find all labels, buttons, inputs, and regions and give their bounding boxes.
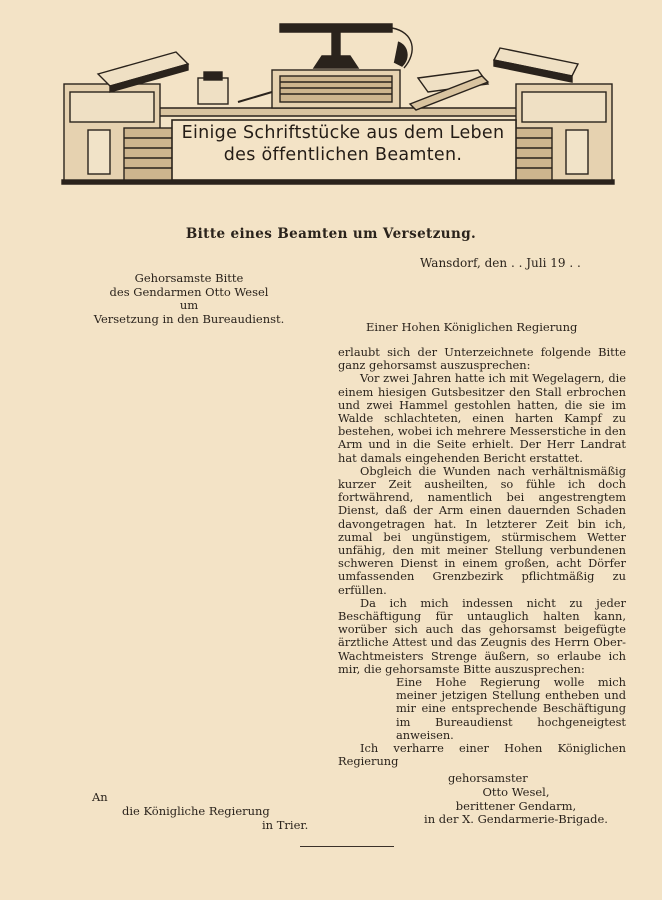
signature-block (400, 786, 632, 827)
signature-line: in der X. Gendarmerie-Brigade. (424, 812, 608, 826)
recipient-block (92, 790, 322, 832)
dateline: Wansdorf, den . . Juli 19 . . (420, 256, 581, 270)
recipient-line: die Königliche Regierung (122, 804, 270, 818)
petition-heading-line: Gehorsamste Bitte (134, 271, 244, 285)
petition-heading-line: Versetzung in den Bureaudienst. (93, 311, 285, 326)
body-paragraph: erlaubt sich der Unterzeichnete folgende Bitte ganz gehorsamst auszusprechen: (338, 345, 626, 373)
petition-heading-line: um (179, 298, 199, 312)
signature-line: Otto Wesel, (482, 785, 550, 799)
petition-heading (84, 272, 294, 326)
addressee-salutation: Einer Hohen Königlichen Regierung (366, 320, 578, 334)
header-title (172, 122, 514, 178)
letter-body (338, 346, 626, 785)
body-paragraph: Vor zwei Jahren hatte ich mit Wegelagern, die einem hiesigen Gutsbesitzer den Stall erbrochen und zwei Hammel gestohlen hatten, die sie im Walde schlachteten, einen harten Kampf zu bestehen, wobei ich mehrere Messerstiche in den Arm und in die Seite erhielt. Der Herr Landrat hat damals eingehenden Bericht erstattet. (338, 371, 626, 465)
body-paragraph: Obgleich die Wunden nach verhältnismäßig kurzer Zeit ausheilten, so fühle ich doch fortwährend, namentlich bei angestrengtem Dienst, daß der Arm einen dauernden Schaden davongetragen hat. In letzterer Zeit bin ich, zumal bei ungünstigem, stürmischem Wetter unfähig, den mit meiner Stellung verbundenen schweren Dienst in einem großen, acht Dörfer umfassenden Grenzbezirk pflichtmäßig zu erfüllen. (338, 463, 626, 597)
document-title: Bitte eines Beamten um Versetzung. (185, 226, 477, 242)
body-paragraph: Da ich mich indessen nicht zu jeder Beschäftigung für untauglich halten kann, worüber sich auch das gehorsamst beigefügte ärztliche Attest und das Zeugnis des Herrn Ober-Wachtmeisters Strenge äußern, so erlaube ich mir, die gehorsamste Bitte auszusprechen: (338, 595, 626, 676)
header-title-line: Einige Schriftstücke aus dem Leben (181, 123, 505, 143)
footer-rule (300, 846, 394, 847)
recipient-line: in Trier. (262, 818, 309, 832)
petition-heading-line: des Gendarmen Otto Wesel (109, 284, 269, 299)
closing-word: gehorsamster (448, 770, 528, 785)
header-title-line: des öffentlichen Beamten. (223, 145, 463, 165)
signature-line: berittener Gendarm, (455, 798, 577, 813)
recipient-line: An (92, 790, 108, 804)
request-paragraph: Eine Hohe Regierung wolle mich meiner jetzigen Stellung entheben und mir eine entsprechende Beschäftigung im Bureaudienst hochgeneigtest anweisen. (396, 675, 626, 742)
closing-line: Ich verharre einer Hohen Königlichen Regierung (338, 741, 626, 769)
